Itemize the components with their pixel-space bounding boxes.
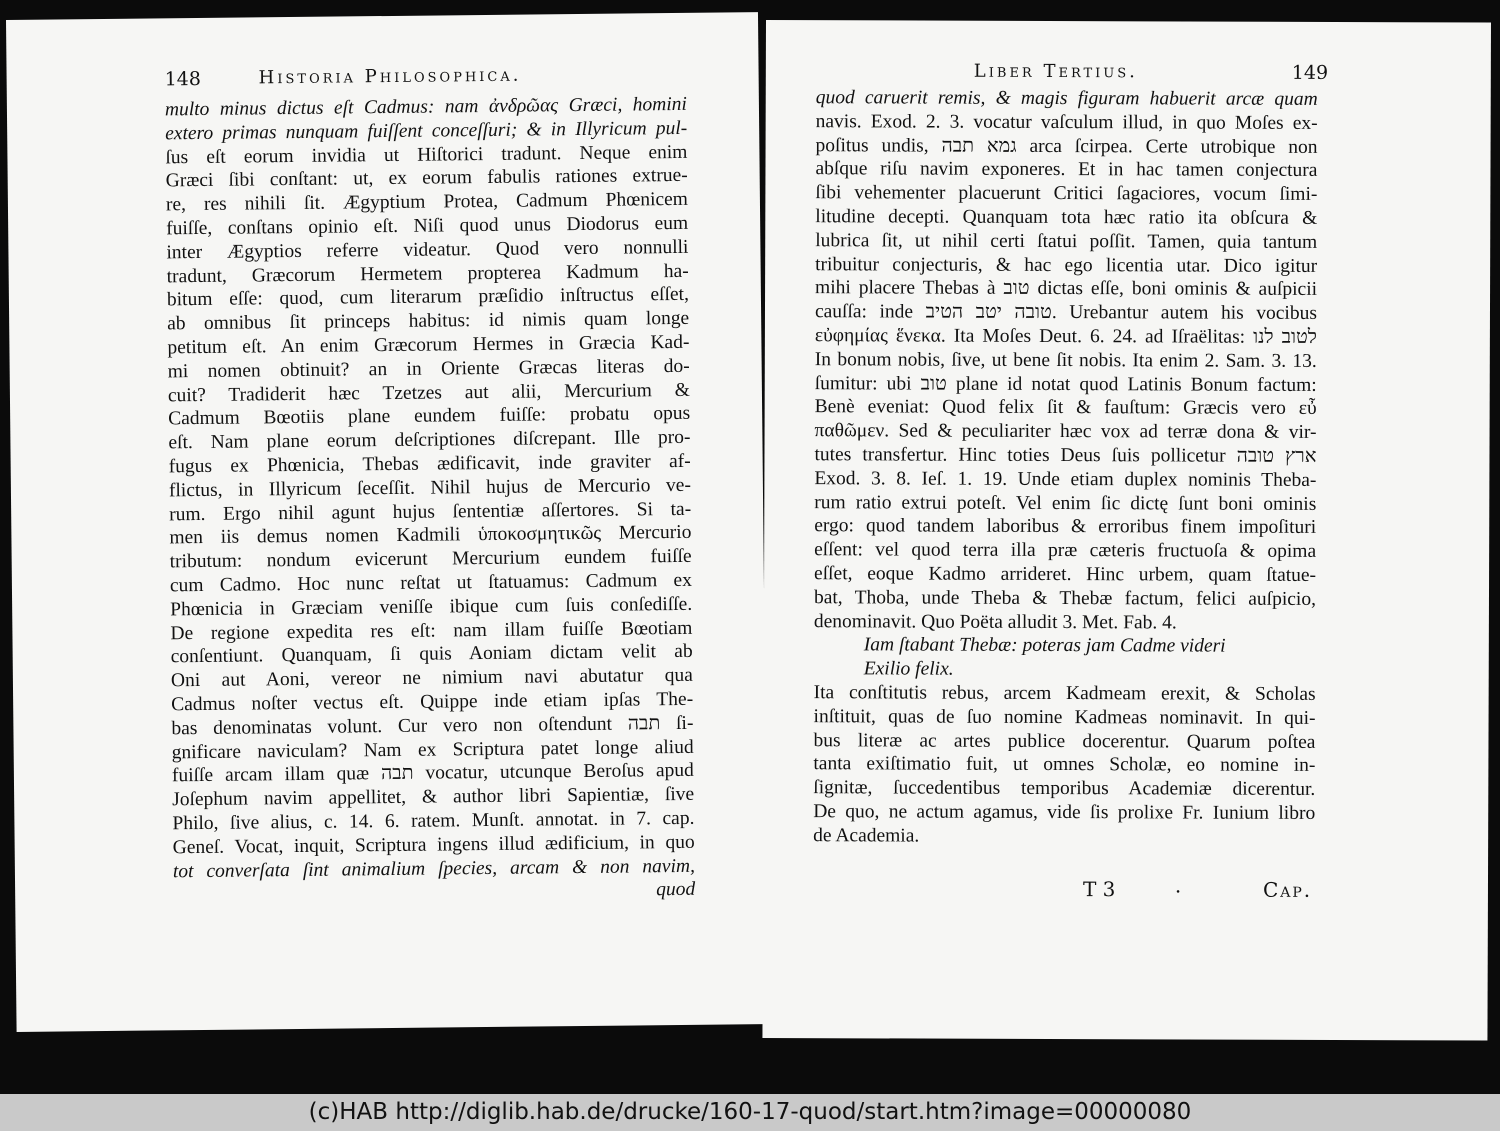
text-line: tributum: nondum evicerunt Mercurium eundem fuiſſe	[169, 545, 692, 573]
text-line: In bonum nobis, ſive, ut bene ſit nobis. Ita enim 2. Sam. 3. 13.	[814, 348, 1317, 372]
text-line: παθῶμεν. Sed & peculiariter hæc vox ad terræ dona & vir-	[814, 420, 1317, 444]
text-line: fuiſſe, conſtans opinio eſt. Niſi quod unus Diodorus eum	[166, 212, 689, 240]
image-credit-bar	[0, 1094, 1500, 1131]
text-line: tribuitur conjecturis, & hac ego licentia utar. Dico igitur	[815, 253, 1318, 277]
text-line: Philo, ſive alius, c. 14. 6. ratem. Munſt. annotat. in 7. cap.	[172, 807, 695, 835]
text-line: abſque riſu navim exponeres. Et in hac tamen conjectura	[815, 158, 1318, 182]
text-line: bas denominatas volunt. Cur vero non oſtendunt תבה ſi-	[171, 712, 694, 740]
text-line: bus literæ ac artes publice docerentur. Quarum poſtea	[813, 729, 1316, 753]
text-line: tanta exiſtimatio fuit, ut omnes Scholæ, eo nomine in-	[813, 753, 1316, 777]
text-line: bat, Thoba, unde Theba & Thebæ factum, felici auſpicio,	[813, 586, 1317, 610]
text-line: ergo: quod tandem laboribus & erroribus finem impoſituri	[814, 515, 1317, 539]
text-line: inſtituit, quas de ſuo nomine Kadmeas nominavit. In qui-	[813, 705, 1316, 729]
right-page-text	[813, 86, 1318, 849]
text-line: quod	[656, 879, 696, 901]
text-line: Exod. 3. 8. Ieſ. 1. 19. Unde etiam duplex nominis Theba-	[814, 467, 1317, 491]
text-line: poſitus undis, גמא תבה arca ſcirpea. Certe utrobique non	[815, 134, 1318, 158]
text-line: mi nomen obtinuit? an in Oriente Græcas literas do-	[167, 355, 690, 383]
text-line: Phœnicia in Græciam veniſſe ibique cum ſuis conſediſſe.	[170, 593, 693, 621]
text-line: quod caruerit remis, & magis figuram habuerit arcæ quam	[815, 87, 1318, 110]
text-line: de Academia.	[813, 824, 920, 847]
text-line: flictus, in Illyricum ſeceſſit. Nihil hujus de Mercurio ve-	[168, 474, 692, 502]
image-credit-text: (c)HAB http://diglib.hab.de/drucke/160-17-quod/start.htm?image=00000080	[308, 1099, 1192, 1125]
text-line: eſſent: vel quod terra illa præ cæteris fructuoſa & opima	[814, 539, 1317, 563]
text-line: mihi placere Thebas à טוב dictas eſſe, boni ominis & auſpicii	[815, 277, 1318, 301]
text-line: fuiſſe arcam illam quæ תבה vocatur, utcunque Beroſus apud	[171, 760, 694, 787]
text-line: bitum eſſe: quod, cum literarum præſidio inſtructus eſſet,	[166, 284, 690, 311]
text-line: Oni aut Aoni, vereor ne nimium navi abutatur qua	[170, 664, 694, 692]
text-line: inter Ægyptios referre videatur. Quod vero nonnulli	[166, 236, 689, 264]
text-line: rum ratio extrui poteſt. Vel enim ſic dictę ſunt boni ominis	[814, 491, 1317, 515]
text-line: Geneſ. Vocat, inquit, Scriptura ingens illud ædificium, in quo	[172, 831, 695, 859]
page-number-left: 148	[164, 67, 202, 91]
text-line: lubrica ſit, ut nihil certi ſtatui poſſit. Tamen, quia tantum	[815, 229, 1318, 253]
text-line: petitum eſt. An enim Græcorum Hermes in Græcia Kad-	[167, 331, 690, 359]
text-line: ſus eſt eorum invidia ut Hiſtorici tradunt. Neque enim	[165, 141, 688, 168]
text-line: De quo, ne actum agamus, vide ſis prolixe Fr. Iunium libro	[813, 801, 1316, 824]
text-line: men iis demus nomen Kadmili ὑποκοσμητικῶς Mercurio	[169, 522, 692, 549]
signature-dot: ·	[1174, 879, 1182, 904]
running-head-left: Historia Philosophica.	[258, 64, 522, 89]
text-line: denominavit. Quo Poëta alludit 3. Met. Fab. 4.	[813, 610, 1177, 633]
left-page	[6, 12, 769, 1032]
text-line: Cadmum Bœotiis plane eundem fuiſſe: probatu opus	[168, 403, 691, 430]
text-line: εὐφημίας ἕνεκα. Ita Moſes Deut. 6. 24. ad Iſraëlitas: לטוב לנו	[814, 325, 1317, 348]
text-line: Iam ſtabant Thebæ: poteras jam Cadme videri	[863, 634, 1226, 657]
text-line: extero primas nunquam fuiſſent conceſſuri; & in Illyricum pul-	[165, 117, 688, 145]
text-line: rum. Ergo nihil agunt hujus ſententiæ aſſertores. Si ta-	[169, 498, 692, 525]
text-line: tot converſata ſint animalium ſpecies, arcam & non navim,	[172, 855, 696, 882]
text-line: Ita conſtitutis rebus, arcem Kadmeam erexit, & Scholas	[813, 682, 1316, 705]
text-line: gnificare naviculam? Nam ex Scriptura patet longe aliud	[171, 736, 694, 763]
text-line: cauſſa: inde טובה יטב הטיב. Urebantur autem his vocibus	[814, 301, 1317, 325]
text-line: eſt. Nam plane eorum deſcriptiones diſcrepant. Ille pro-	[168, 427, 691, 454]
text-line: multo minus dictus eſt Cadmus: nam ἀνδρῶας Græci, homini	[164, 93, 688, 121]
text-line: Græci ſibi conſtant: ut, ex eorum fabulis rationes extrue-	[165, 165, 688, 192]
text-line: Cadmus noſter vectus eſt. Quippe inde etiam ipſas The-	[171, 688, 694, 716]
text-line: Joſephum navim appellitet, & author libri Sapientiæ, ſive	[172, 783, 695, 811]
text-line: cum Cadmo. Hoc nunc reſtat ut ſtatuamus: Cadmum ex	[169, 569, 693, 597]
signature-mark: T 3	[1082, 877, 1116, 902]
catchword: Cap.	[1262, 877, 1313, 902]
text-line: conſentiunt. Quanquam, ſi quis Aoniam dictam velit ab	[170, 641, 693, 668]
text-line: tradunt, Græcorum Hermetem propterea Kadmum ha-	[166, 260, 689, 287]
text-line: ſumitur: ubi טוב plane id notat quod Latinis Bonum factum:	[814, 372, 1317, 396]
text-line: De regione expedita res eſt: nam illam fuiſſe Bœotiam	[170, 617, 693, 644]
text-line: tutes transfertur. Hinc toties Deus ſuis pollicetur ארץ טובה	[814, 444, 1317, 467]
text-line: eſſet, eoque Kadmo arrideret. Hinc urbem, quam ſtatue-	[814, 563, 1317, 586]
text-line: ſignitæ, ſuccedentibus temporibus Academiæ dicerentur.	[813, 777, 1316, 801]
page-number-right: 149	[1291, 61, 1329, 84]
running-head-right: Liber Tertius.	[973, 60, 1138, 83]
text-line: Benè eveniat: Quod felix ſit & fauſtum: Græcis vero εὖ	[814, 396, 1317, 420]
text-line: ab omnibus ſit princeps habitus: id nimis quam longe	[167, 308, 690, 335]
signature-row	[1082, 877, 1323, 904]
text-line: cuit? Tradiderit hæc Tzetzes aut alii, Mercurium &	[167, 379, 691, 406]
text-line: ſibi vehementer placuerunt Critici ſagaciores, vocum ſimi-	[815, 182, 1318, 206]
left-page-text	[165, 93, 695, 908]
text-line: fugus ex Phœnicia, Thebas ædificavit, inde graviter af-	[168, 450, 691, 478]
right-page	[762, 20, 1491, 1041]
text-line: litudine decepti. Quanquam tota hæc ratio ita obſcura &	[815, 206, 1318, 229]
text-line: re, res nihili ſit. Ægyptium Protea, Cadmum Phœnicem	[165, 189, 689, 216]
text-line: Exilio felix.	[863, 658, 954, 680]
text-line: navis. Exod. 2. 3. vocatur vaſculum illud, in quo Moſes ex-	[815, 110, 1318, 134]
